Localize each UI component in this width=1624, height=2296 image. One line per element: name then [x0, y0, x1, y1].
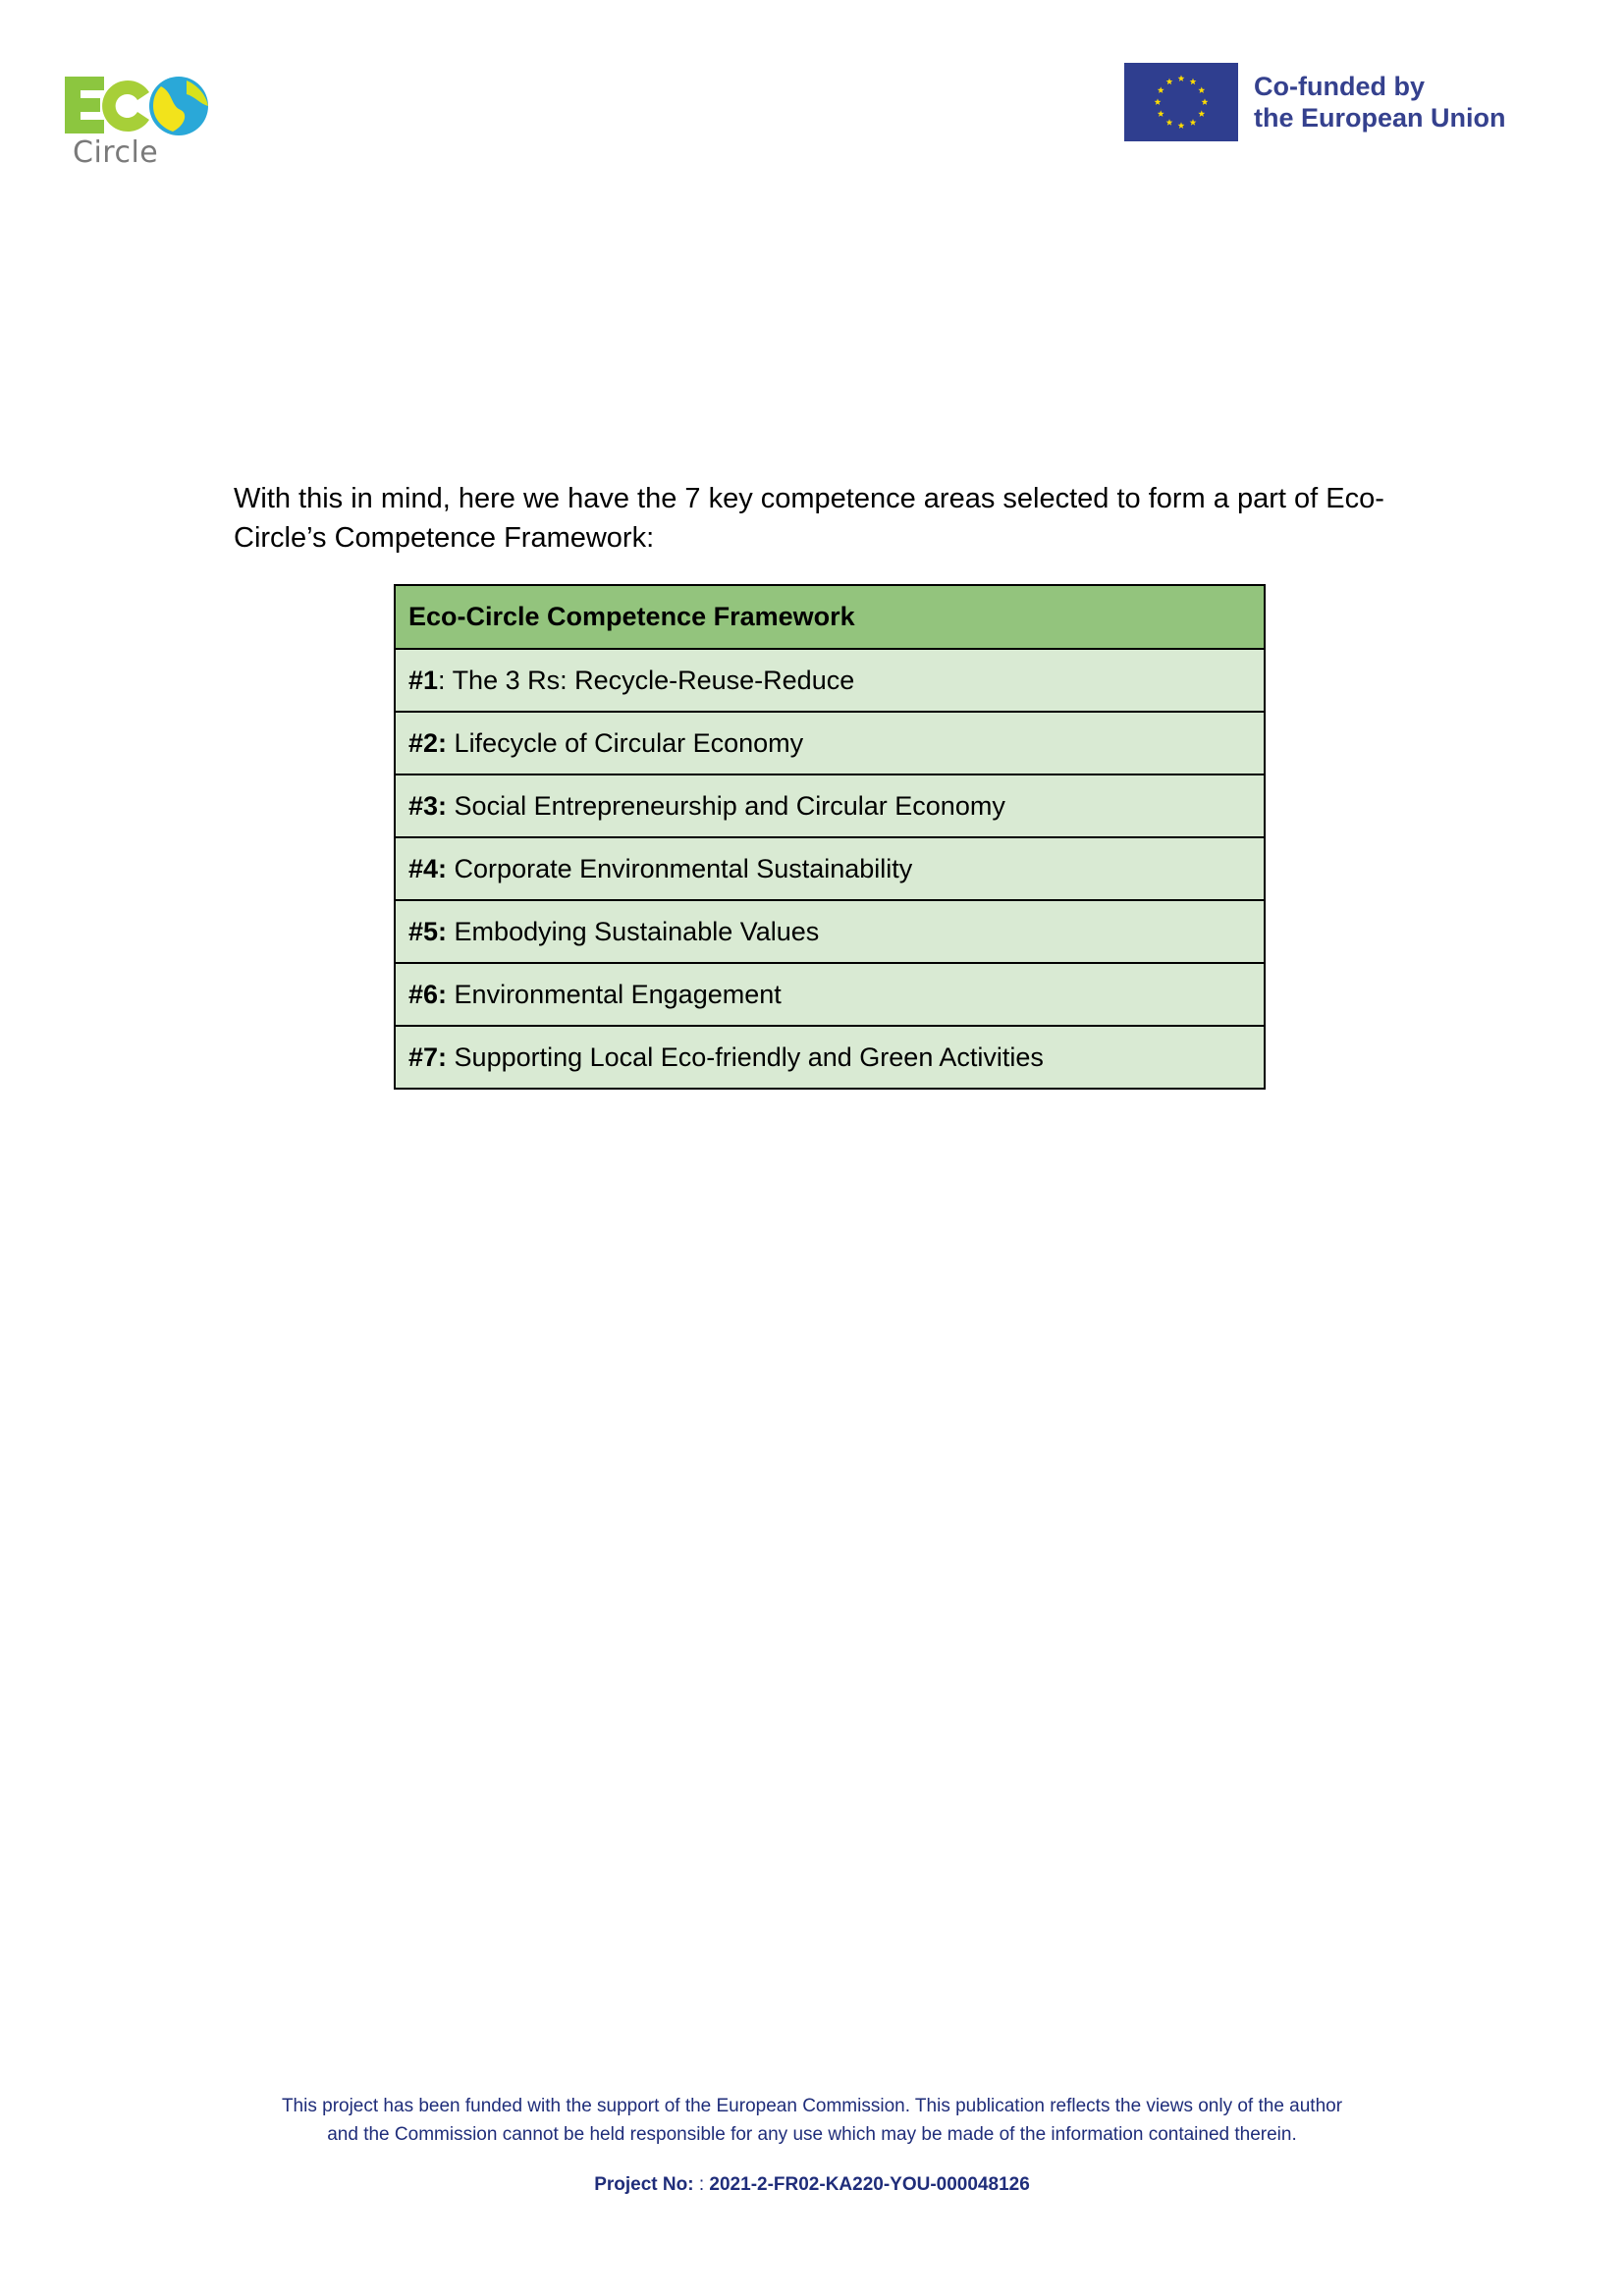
eco-logo-mark-icon	[63, 67, 220, 145]
table-row	[395, 900, 1265, 963]
competence-cell	[395, 712, 1265, 774]
eu-star-icon	[1190, 79, 1197, 85]
competence-cell	[395, 900, 1265, 963]
competence-number: #7:	[408, 1041, 448, 1072]
competence-separator	[447, 791, 455, 821]
project-number	[0, 2170, 1624, 2199]
competence-number: #2:	[408, 727, 448, 758]
eco-logo-subtitle: Circle	[73, 135, 159, 170]
eu-star-icon	[1198, 110, 1205, 117]
competence-title: Lifecycle of Circular Economy	[454, 727, 804, 758]
eu-star-icon	[1178, 75, 1185, 81]
eu-star-icon	[1166, 79, 1173, 85]
project-number-label: Project No:	[594, 2174, 694, 2195]
eu-funding-text	[1254, 71, 1506, 133]
competence-cell	[395, 837, 1265, 900]
footer-disclaimer-line-2: and the Commission cannot be held responsible for any use which may be made of the information contained therein.	[327, 2124, 1297, 2145]
competence-number: #4:	[408, 853, 448, 883]
competence-number: #3:	[408, 790, 448, 821]
competence-title: Embodying Sustainable Values	[454, 916, 820, 946]
eu-line-2: the European Union	[1254, 103, 1506, 133]
footer-disclaimer-line-1: This project has been funded with the support of the European Commission. This publication reflects the views only of the author	[281, 2096, 1343, 2116]
competence-separator	[447, 917, 455, 946]
competence-cell	[395, 649, 1265, 712]
eu-star-icon	[1158, 86, 1164, 93]
table-row	[395, 963, 1265, 1026]
eu-star-icon	[1198, 86, 1205, 93]
eu-star-icon	[1202, 98, 1209, 105]
competence-separator	[447, 854, 455, 883]
competence-separator	[447, 1042, 455, 1072]
competence-cell	[395, 963, 1265, 1026]
page-footer	[0, 2092, 1624, 2199]
table-row	[395, 1026, 1265, 1089]
project-number-separator: :	[693, 2174, 710, 2195]
intro-paragraph: With this in mind, here we have the 7 key competence areas selected to form a part of Eco-Circle’s Competence Framework:	[234, 483, 1384, 554]
eu-star-icon	[1178, 122, 1185, 129]
table-row	[395, 649, 1265, 712]
competence-title: Supporting Local Eco-friendly and Green Activities	[454, 1041, 1044, 1072]
competence-number: #5:	[408, 916, 448, 946]
project-number-value: 2021-2-FR02-KA220-YOU-000048126	[709, 2174, 1030, 2195]
eu-star-icon	[1155, 98, 1162, 105]
competence-cell	[395, 1026, 1265, 1089]
competence-title: Corporate Environmental Sustainability	[454, 853, 913, 883]
table-row	[395, 837, 1265, 900]
eu-flag-icon	[1124, 63, 1238, 141]
competence-number: #1	[408, 665, 439, 695]
competence-framework-table	[394, 584, 1266, 1090]
competence-number: #6:	[408, 979, 448, 1009]
competence-separator: :	[438, 665, 453, 695]
table-row	[395, 774, 1265, 837]
competence-separator	[447, 980, 455, 1009]
table-header-row	[395, 585, 1265, 649]
eu-line-1: Co-funded by	[1254, 72, 1425, 101]
competence-separator	[447, 728, 455, 758]
table-title: Eco-Circle Competence Framework	[395, 585, 1265, 649]
competence-cell	[395, 774, 1265, 837]
eu-star-icon	[1166, 119, 1173, 126]
competence-title: The 3 Rs: Recycle-Reuse-Reduce	[452, 665, 855, 695]
eu-star-icon	[1190, 119, 1197, 126]
eu-funding-badge	[1124, 63, 1506, 141]
competence-title: Environmental Engagement	[454, 979, 782, 1009]
eu-star-icon	[1158, 110, 1164, 117]
table-row	[395, 712, 1265, 774]
competence-title: Social Entrepreneurship and Circular Economy	[454, 790, 1005, 821]
